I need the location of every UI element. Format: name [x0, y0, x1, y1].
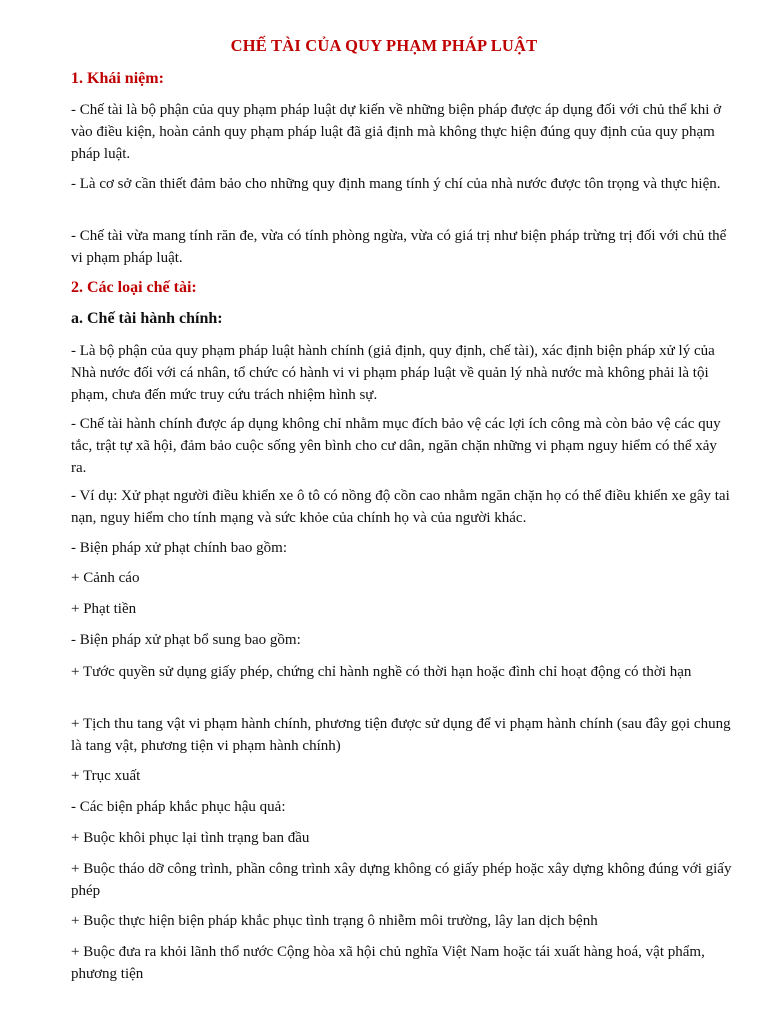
paragraph: - Là bộ phận của quy phạm pháp luật hành chính (giả định, quy định, chế tài), xác định biện pháp xử lý của Nhà nước đối với cá nhân, tổ chức có hành vi vi phạm pháp luật về quản lý nhà nước mà không phải là tội phạm, chưa đến mức truy cứu trách nhiệm hình sự.: [71, 343, 715, 403]
paragraph: - Chế tài là bộ phận của quy phạm pháp luật dự kiến về những biện pháp được áp dụng đối với chủ thể khi ở vào điều kiện, hoàn cảnh quy phạm pháp luật đã giả định mà không thực hiện đúng quy định của quy phạm pháp luật.: [71, 102, 722, 162]
list-item: + Buộc khôi phục lại tình trạng ban đầu: [71, 830, 310, 846]
list-item: + Tước quyền sử dụng giấy phép, chứng chỉ hành nghề có thời hạn hoặc đình chỉ hoạt động có thời hạn: [71, 664, 692, 680]
section-heading-concept: 1. Khái niệm:: [71, 70, 164, 87]
list-item: + Phạt tiền: [71, 601, 137, 617]
list-item: - Biện pháp xử phạt bổ sung bao gồm:: [71, 632, 301, 648]
section-heading-types: 2. Các loại chế tài:: [71, 279, 197, 296]
list-item: + Buộc tháo dỡ công trình, phần công trình xây dựng không có giấy phép hoặc xây dựng không đúng với giấy phép: [71, 861, 732, 899]
list-item: + Cảnh cáo: [71, 570, 140, 586]
list-item: - Các biện pháp khắc phục hậu quả:: [71, 799, 286, 815]
paragraph: - Chế tài hành chính được áp dụng không chỉ nhằm mục đích bảo vệ các lợi ích công mà còn bảo vệ các quy tắc, trật tự xã hội, đảm bảo cuộc sống yên bình cho cư dân, ngăn chặn những vi phạm nguy hiểm có thể xảy ra.: [71, 416, 721, 476]
list-item: - Biện pháp xử phạt chính bao gồm:: [71, 540, 288, 556]
paragraph: - Chế tài vừa mang tính răn đe, vừa có tính phòng ngừa, vừa có giá trị như biện pháp trừng trị đối với chủ thể vi phạm pháp luật.: [71, 228, 727, 266]
list-item: + Buộc đưa ra khỏi lãnh thổ nước Cộng hòa xã hội chủ nghĩa Việt Nam hoặc tái xuất hàng hoá, vật phẩm, phương tiện: [71, 944, 705, 982]
paragraph: - Là cơ sở cần thiết đảm bảo cho những quy định mang tính ý chí của nhà nước được tôn trọng và thực hiện.: [71, 176, 721, 192]
list-item: + Tịch thu tang vật vi phạm hành chính, phương tiện được sử dụng để vi phạm hành chính (sau đây gọi chung là tang vật, phương tiện vi phạm hành chính): [71, 716, 731, 754]
list-item: + Buộc thực hiện biện pháp khắc phục tình trạng ô nhiễm môi trường, lây lan dịch bệnh: [71, 913, 598, 929]
list-item: + Trục xuất: [71, 768, 141, 784]
page-title: CHẾ TÀI CỦA QUY PHẠM PHÁP LUẬT: [230, 36, 538, 55]
paragraph: - Ví dụ: Xử phạt người điều khiển xe ô tô có nồng độ cồn cao nhằm ngăn chặn họ có thể điều khiển xe gây tai nạn, nguy hiểm cho tính mạng và sức khỏe của chính họ và của người khác.: [71, 488, 730, 526]
subsection-heading-administrative: a. Chế tài hành chính:: [71, 310, 223, 327]
